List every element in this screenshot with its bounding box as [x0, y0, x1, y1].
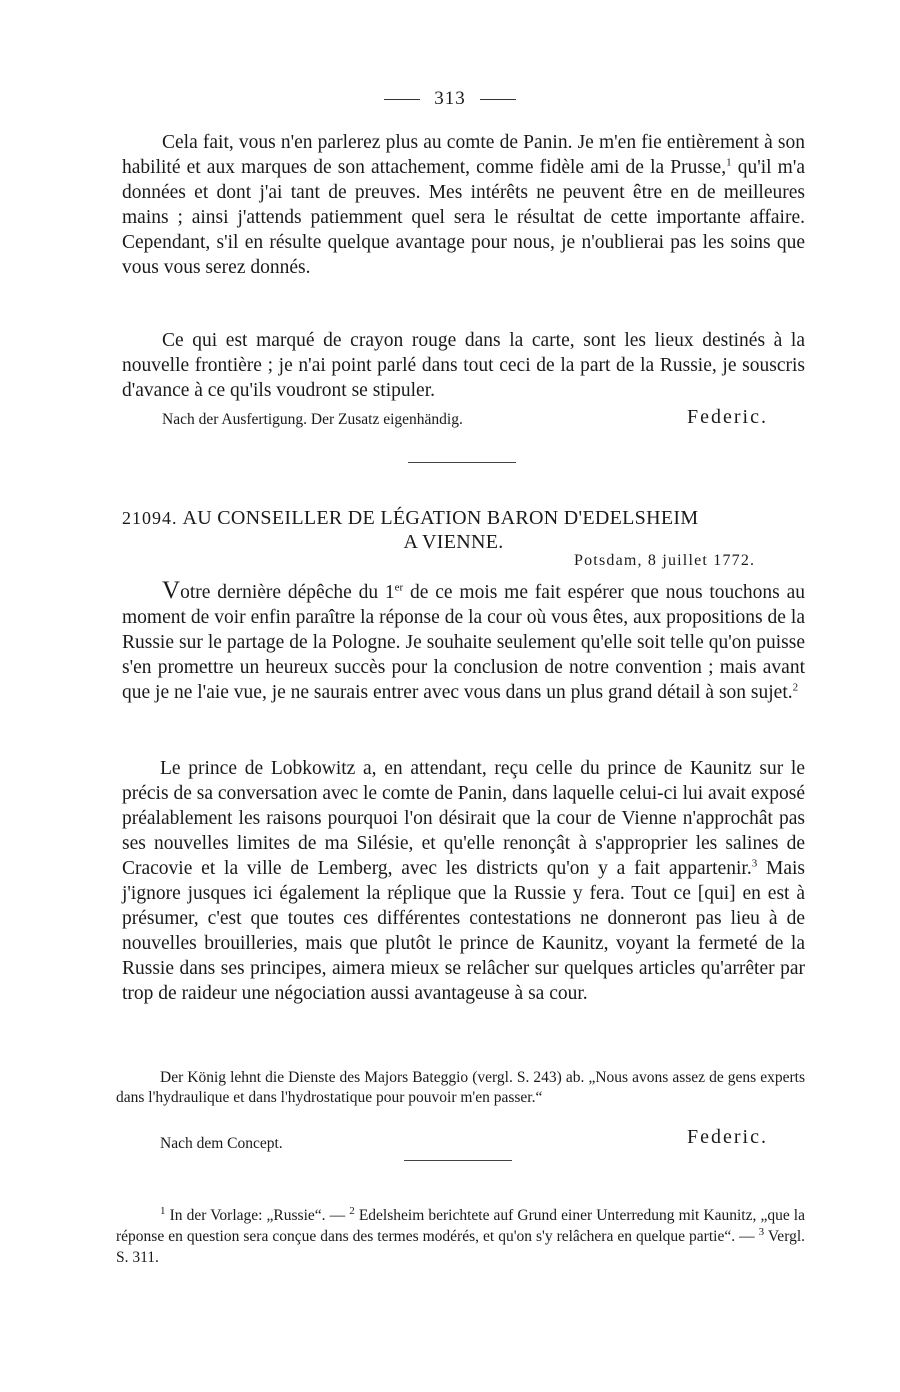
letter-title-line2: A VIENNE.	[403, 531, 504, 553]
header-dash-left	[384, 99, 420, 100]
footnote-1: In der Vorlage: „Russie“. —	[165, 1207, 350, 1224]
editorial-note: Der König lehnt die Dienste des Majors Bateggio (vergl. S. 243) ab. „Nous avons assez de gens experts dans l'hydraulique et dans l'hydrostatique pour pouvoir m'en passer.“	[116, 1069, 805, 1106]
running-head	[0, 88, 900, 110]
paragraph-4-text-a: Le prince de Lobkowitz a, en attendant, reçu celle du prince de Kaunitz sur le précis de sa conversation avec le comte de Panin, dans laquelle celui-ci lui avait exposé préalablement les raisons pourquoi l'on désirait que la cour de Vienne n'approchât pas ses nouvelles limites de ma Silésie, et qu'elle renonçât à s'approprier les salines de Cracovie et la ville de Lemberg, avec les districts qu'on y a fait appartenir.	[122, 758, 805, 879]
source-note-1: Nach der Ausfertigung. Der Zusatz eigenhändig.	[162, 411, 463, 428]
section-divider-2	[404, 1160, 512, 1161]
letter-title-line1: AU CONSEILLER DE LÉGATION BARON D'EDELSHEIM	[182, 507, 699, 529]
paragraph-1-text-rest: qu'il m'a données et dont j'ai tant de preuves. Mes intérêts ne peuvent être en de meilleures mains ; ainsi j'attends patiemment quel sera le résultat de cette importante affaire. Cependant, s'il en résulte quelque avantage pour nous, je n'oublierai pas les soins que vous vous serez donnés.	[122, 157, 806, 278]
footnote-ref-2: 2	[792, 681, 799, 694]
dateline: Potsdam, 8 juillet 1772.	[574, 552, 756, 569]
footnote-mark-2: 2	[349, 1204, 355, 1217]
paragraph-4	[122, 756, 805, 1006]
ordinal-superscript: er	[394, 581, 404, 594]
paragraph-2: Ce qui est marqué de crayon rouge dans la carte, sont les lieux destinés à la nouvelle frontière ; je n'ai point parlé dans tout ceci de la part de la Russie, je souscris d'avance à ce qu'ils voudront se stipuler.	[122, 330, 805, 401]
paragraph-3	[122, 578, 805, 705]
initial-letter: V	[162, 577, 181, 604]
footnote-ref-1: 1	[726, 156, 732, 169]
paragraph-4-text-b: Mais j'ignore jusques ici également la réplique que la Russie y fera. Tout ce [qui] en est à présumer, c'est que toutes ces différentes contestations ne donneront pas lieu à de nouvelles brouilleries, mais que plutôt le prince de Kaunitz, voyant la fermeté de la Russie dans ses principes, aimera mieux se relâcher sur quelques articles qu'arrêter par trop de raideur une négociation aussi avantageuse à sa cour.	[122, 858, 805, 1004]
paragraph-3-text-a: otre dernière dépêche du 1	[180, 582, 395, 603]
header-dash-right	[480, 99, 516, 100]
footnote-mark-3: 3	[758, 1225, 765, 1238]
source-note-2: Nach dem Concept.	[160, 1135, 283, 1152]
paragraph-1-text: Cela fait, vous n'en parlerez plus au comte de Panin. Je m'en fie entièrement à son habilité et aux marques de son attachement, comme fidèle ami de la Prusse,	[122, 132, 805, 178]
page-number: 313	[434, 88, 466, 109]
section-divider-1	[408, 462, 516, 463]
signature-1: Federic.	[687, 406, 768, 428]
footnote-ref-3: 3	[751, 857, 758, 870]
paragraph-3-text-b: de ce mois me fait espérer que nous touchons au moment de voir enfin paraître la réponse de la cour où vous êtes, aux propositions de la Russie sur le partage de la Pologne. Je souhaite seulement qu'elle soit telle qu'on puisse s'en promettre un heureux succès pour la conclusion de notre convention ; mais avant que je ne l'aie vue, je ne saurais entrer avec vous dans un plus grand détail à son sujet.	[122, 582, 805, 703]
footnote-3: Vergl. S. 311.	[116, 1228, 806, 1266]
footnote-mark-1: 1	[160, 1204, 166, 1217]
letter-number: 21094.	[122, 508, 178, 528]
paragraph-1	[122, 130, 805, 280]
signature-2: Federic.	[687, 1126, 768, 1148]
footnote-2: Edelsheim berichtete auf Grund einer Unterredung mit Kaunitz, „que la réponse en question sera conçue dans des termes modérés, et qu'on s'y relâchera en quelque partie“. —	[116, 1207, 805, 1245]
letter-heading	[122, 506, 805, 554]
footnotes	[116, 1205, 805, 1268]
